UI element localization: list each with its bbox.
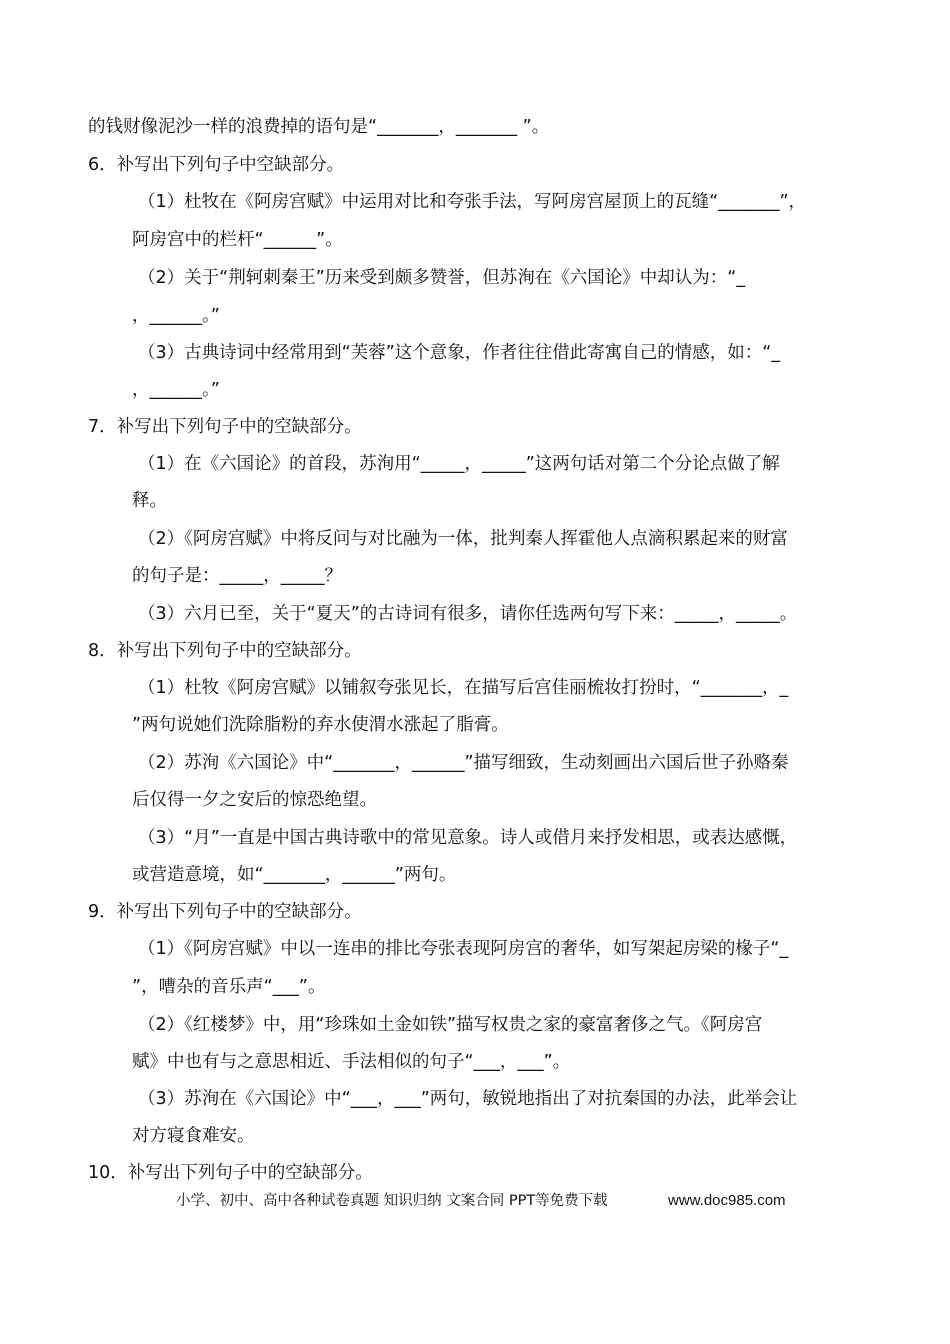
text-line: 的句子是：_____，_____？ bbox=[132, 566, 342, 586]
text-line: 后仅得一夕之安后的惊恐绝望。 bbox=[132, 790, 377, 810]
text-line: ，______。” bbox=[132, 306, 220, 326]
question-6-item-2: （2）关于“荆轲刺秦王”历来受到颇多赞誉，但苏洵在《六国论》中却认为：“_ bbox=[138, 268, 746, 288]
question-9-heading: 9．补写出下列句子中的空缺部分。 bbox=[88, 902, 362, 922]
question-7-item-3: （3）六月已至，关于“夏天”的古诗词有很多，请你任选两句写下来：_____，_____。 bbox=[138, 604, 798, 624]
question-6-heading: 6．补写出下列句子中空缺部分。 bbox=[88, 155, 345, 175]
text-line: 释。 bbox=[132, 491, 167, 511]
question-10-heading: 10．补写出下列句子中的空缺部分。 bbox=[88, 1163, 373, 1183]
question-8-heading: 8．补写出下列句子中的空缺部分。 bbox=[88, 641, 362, 661]
question-9-item-1: （1）《阿房宫赋》中以一连串的排比夸张表现阿房宫的奢华，如写架起房梁的椽子“_ bbox=[138, 939, 789, 959]
question-9-item-3: （3）苏洵在《六国论》中“___，___”两句，敏锐地指出了对抗秦国的办法，此举会让 bbox=[138, 1089, 798, 1109]
text-line: 或营造意境，如“_______，______”两句。 bbox=[132, 865, 457, 885]
question-7-heading: 7．补写出下列句子中的空缺部分。 bbox=[88, 417, 362, 437]
text-line: ”两句说她们洗除脂粉的弃水使渭水涨起了脂膏。 bbox=[132, 715, 509, 735]
question-8-item-3: （3）“月”一直是中国古典诗歌中的常见意象。诗人或借月来抒发相思，或表达感慨， bbox=[138, 828, 798, 848]
text-line: ”，嘈杂的音乐声“___”。 bbox=[132, 977, 326, 997]
footer-text: 小学、初中、高中各种试卷真题 知识归纳 文案合同 PPT等免费下载 bbox=[176, 1193, 608, 1209]
question-6-item-1: （1）杜牧在《阿房宫赋》中运用对比和夸张手法，写阿房宫屋顶上的瓦缝“_______”， bbox=[138, 192, 807, 212]
footer-url: www.doc985.com bbox=[668, 1192, 786, 1209]
text-line: ，______。” bbox=[132, 380, 220, 400]
question-8-item-2: （2）苏洵《六国论》中“_______，______”描写细致，生动刻画出六国后世子孙赂秦 bbox=[138, 753, 789, 773]
question-8-item-1: （1）杜牧《阿房宫赋》以铺叙夸张见长，在描写后宫佳丽梳妆打扮时，“_______，_ bbox=[138, 678, 789, 698]
question-7-item-1: （1）在《六国论》的首段，苏洵用“_____，_____”这两句话对第二个分论点做了解 bbox=[138, 454, 780, 474]
question-6-item-3: （3）古典诗词中经常用到“芙蓉”这个意象，作者往往借此寄寓自己的情感，如：“_ bbox=[138, 343, 781, 363]
text-line: 阿房宫中的栏杆“______”。 bbox=[132, 230, 343, 250]
text-line: 赋》中也有与之意思相近、手法相似的句子“___，___”。 bbox=[132, 1052, 571, 1072]
text-line: 对方寝食难安。 bbox=[132, 1126, 255, 1146]
question-7-item-2: （2）《阿房宫赋》中将反问与对比融为一体，批判秦人挥霍他人点滴积累起来的财富 bbox=[138, 529, 788, 549]
text-line: 的钱财像泥沙一样的浪费掉的语句是“_______，_______ ”。 bbox=[88, 117, 550, 137]
question-9-item-2: （2）《红楼梦》中，用“珍珠如土金如铁”描写权贵之家的豪富奢侈之气。《阿房宫 bbox=[138, 1015, 763, 1035]
